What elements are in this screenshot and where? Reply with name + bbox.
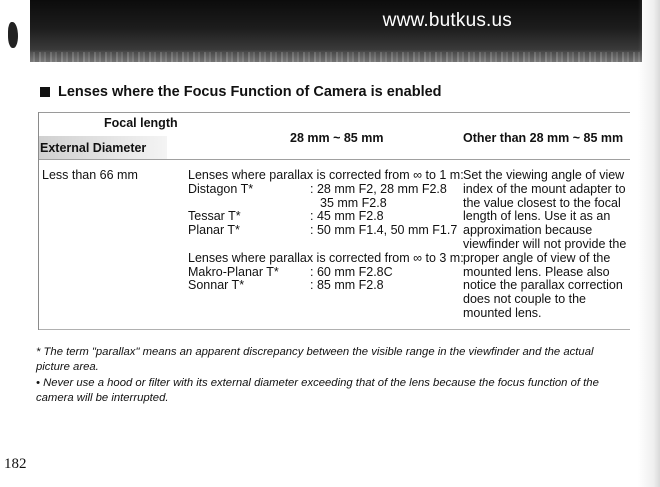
range-cell — [188, 169, 473, 293]
lens-compatibility-table — [38, 112, 630, 330]
table-bottom-rule — [38, 329, 630, 330]
banner-texture — [30, 52, 642, 62]
other-text-line: index of the mount adapter to — [463, 181, 626, 196]
other-text-line: Set the viewing angle of view — [463, 168, 625, 182]
other-text-line: mounted lens. Please also — [463, 264, 610, 279]
lens-row — [188, 197, 473, 211]
hood-filter-warning: • Never use a hood or filter with its external diameter exceeding that of the lens because the focus function of the camera will be interrupted. — [36, 377, 599, 404]
other-range-cell — [463, 169, 633, 321]
lens-name: Sonnar T* — [188, 278, 245, 293]
lens-name: Tessar T* — [188, 209, 241, 224]
lens-row — [188, 210, 473, 224]
range-column-header: 28 mm ~ 85 mm — [290, 131, 384, 145]
page-number: 182 — [4, 456, 27, 472]
footnotes — [36, 345, 624, 407]
other-text-line: notice the parallax correction — [463, 278, 623, 293]
other-text-line: the value closest to the focal — [463, 195, 621, 210]
focal-length-header: Focal length — [104, 116, 178, 130]
lens-spec: : 28 mm F2, 28 mm F2.8 — [310, 181, 447, 196]
section-title: Lenses where the Focus Function of Camera is enabled — [58, 84, 442, 100]
table-top-rule — [38, 112, 630, 113]
lens-spec: 35 mm F2.8 — [320, 195, 387, 210]
other-text-line: proper angle of view of the — [463, 250, 611, 265]
lens-spec: : 60 mm F2.8C — [310, 264, 393, 279]
other-text-line: length of lens. Use it as an — [463, 209, 611, 224]
lens-row — [188, 183, 473, 197]
group2-title: Lenses where parallax is corrected from ∞ to 3 m: — [188, 250, 464, 265]
lens-spec: : 50 mm F1.4, 50 mm F1.7 — [310, 223, 458, 238]
group-spacer — [188, 238, 473, 252]
other-text-line: approximation because — [463, 223, 593, 238]
table-header-rule — [38, 159, 630, 160]
page-edge-shadow — [638, 0, 660, 487]
diameter-cell — [42, 169, 138, 183]
other-text-line: does not couple to the — [463, 292, 587, 307]
parallax-footnote: * The term "parallax" means an apparent discrepancy between the visible range in the viewfinder and the actual picture area. — [36, 346, 594, 373]
square-bullet-icon — [40, 87, 50, 97]
other-text-line: viewfinder will not provide the — [463, 236, 627, 251]
section-heading — [40, 84, 442, 100]
lens-row — [188, 224, 473, 238]
lens-row — [188, 279, 473, 293]
other-text-line: mounted lens. — [463, 305, 542, 320]
lens-spec: : 85 mm F2.8 — [310, 278, 384, 293]
diameter-value: Less than 66 mm — [42, 168, 138, 182]
group1-title: Lenses where parallax is corrected from ∞ to 1 m: — [188, 168, 464, 182]
external-diameter-header: External Diameter — [40, 141, 147, 155]
lens-name: Planar T* — [188, 223, 240, 238]
binding-mark — [8, 22, 18, 48]
lens-row — [188, 266, 473, 280]
website-url: www.butkus.us — [382, 10, 512, 31]
lens-spec: : 45 mm F2.8 — [310, 209, 384, 224]
header-banner — [30, 0, 642, 62]
lens-name: Distagon T* — [188, 181, 254, 196]
other-column-header: Other than 28 mm ~ 85 mm — [463, 131, 624, 145]
lens-name: Makro-Planar T* — [188, 264, 279, 279]
